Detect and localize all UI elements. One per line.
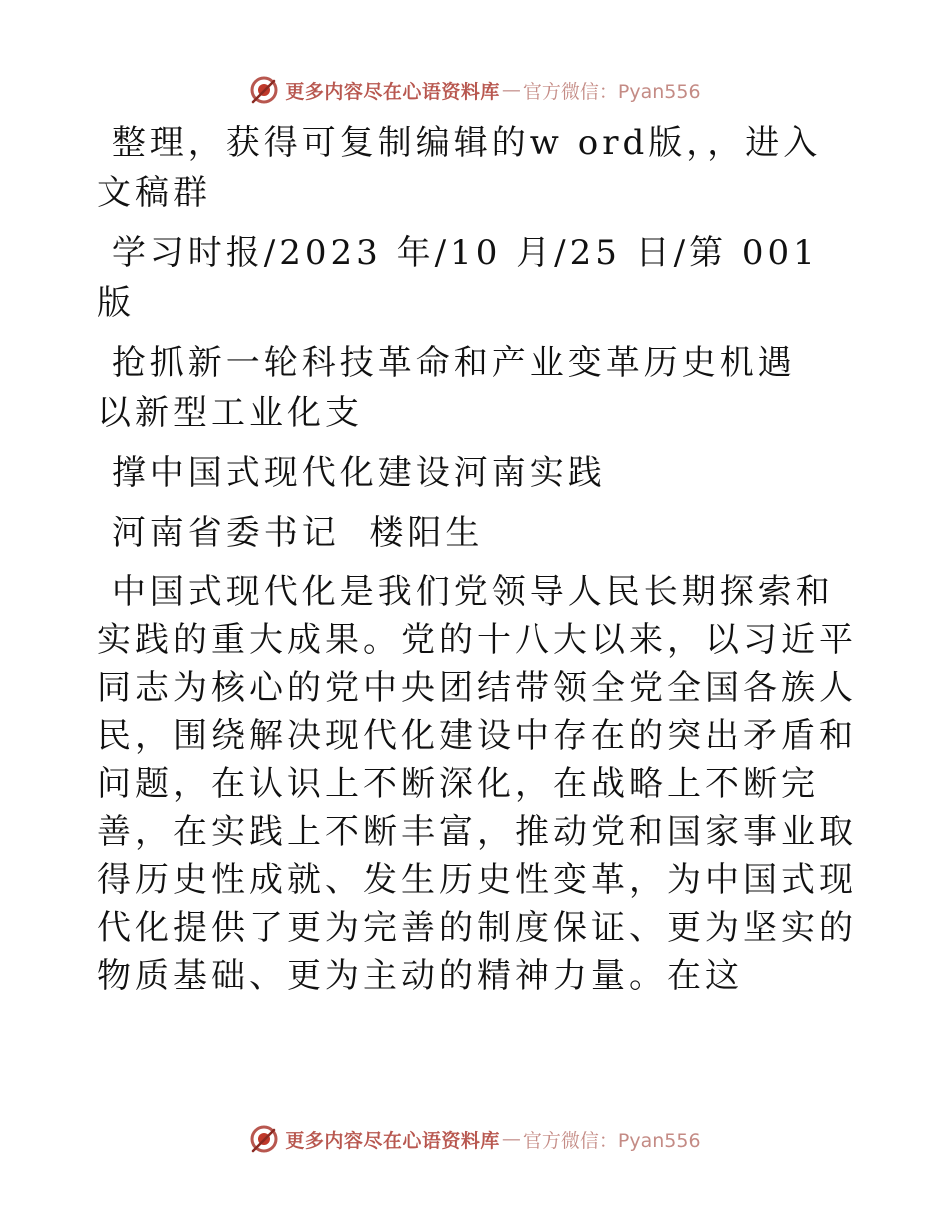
body-paragraph: 中国式现代化是我们党领导人民长期探索和实践的重大成果。党的十八大以来，以习近平同志为核心的党中央团结带领全党全国各族人民，围绕解决现代化建设中存在的突出矛盾和问题，在认识上不断深化，在战略上不断完善，在实践上不断丰富，推动党和国家事业取得历史性成就、发生历史性变革，为中国式现代化提供了更为完善的制度保证、更为坚实的物质基础、更为主动的精神力量。在这 — [97, 572, 857, 996]
watermark-dash: — — [501, 1128, 521, 1150]
intro-paragraph: 整理，获得可复制编辑的w ord版，，进入文稿群 — [97, 123, 822, 213]
red-circle-pen-logo-icon — [249, 75, 279, 105]
watermark-main-text: 更多内容尽在心语资料库 — [285, 80, 500, 103]
article-title-line-2: 撑中国式现代化建设河南实践 — [97, 453, 606, 493]
watermark-wechat-text: 官方微信：Pyan556 — [522, 1129, 701, 1152]
watermark-main-text: 更多内容尽在心语资料库 — [285, 1129, 500, 1152]
header-watermark — [0, 72, 950, 108]
red-circle-pen-logo-icon — [249, 1124, 279, 1154]
article-title-line-1: 抢抓新一轮科技革命和产业变革历史机遇 以新型工业化支 — [97, 343, 826, 433]
author-line: 河南省委书记 楼阳生 — [97, 513, 484, 553]
watermark-dash: — — [501, 79, 521, 101]
document-body — [97, 118, 857, 1000]
watermark-wechat-text: 官方微信：Pyan556 — [522, 80, 701, 103]
footer-watermark — [0, 1121, 950, 1157]
publication-date-line: 学习时报/2023 年/10 月/25 日/第 001 版 — [97, 233, 834, 323]
